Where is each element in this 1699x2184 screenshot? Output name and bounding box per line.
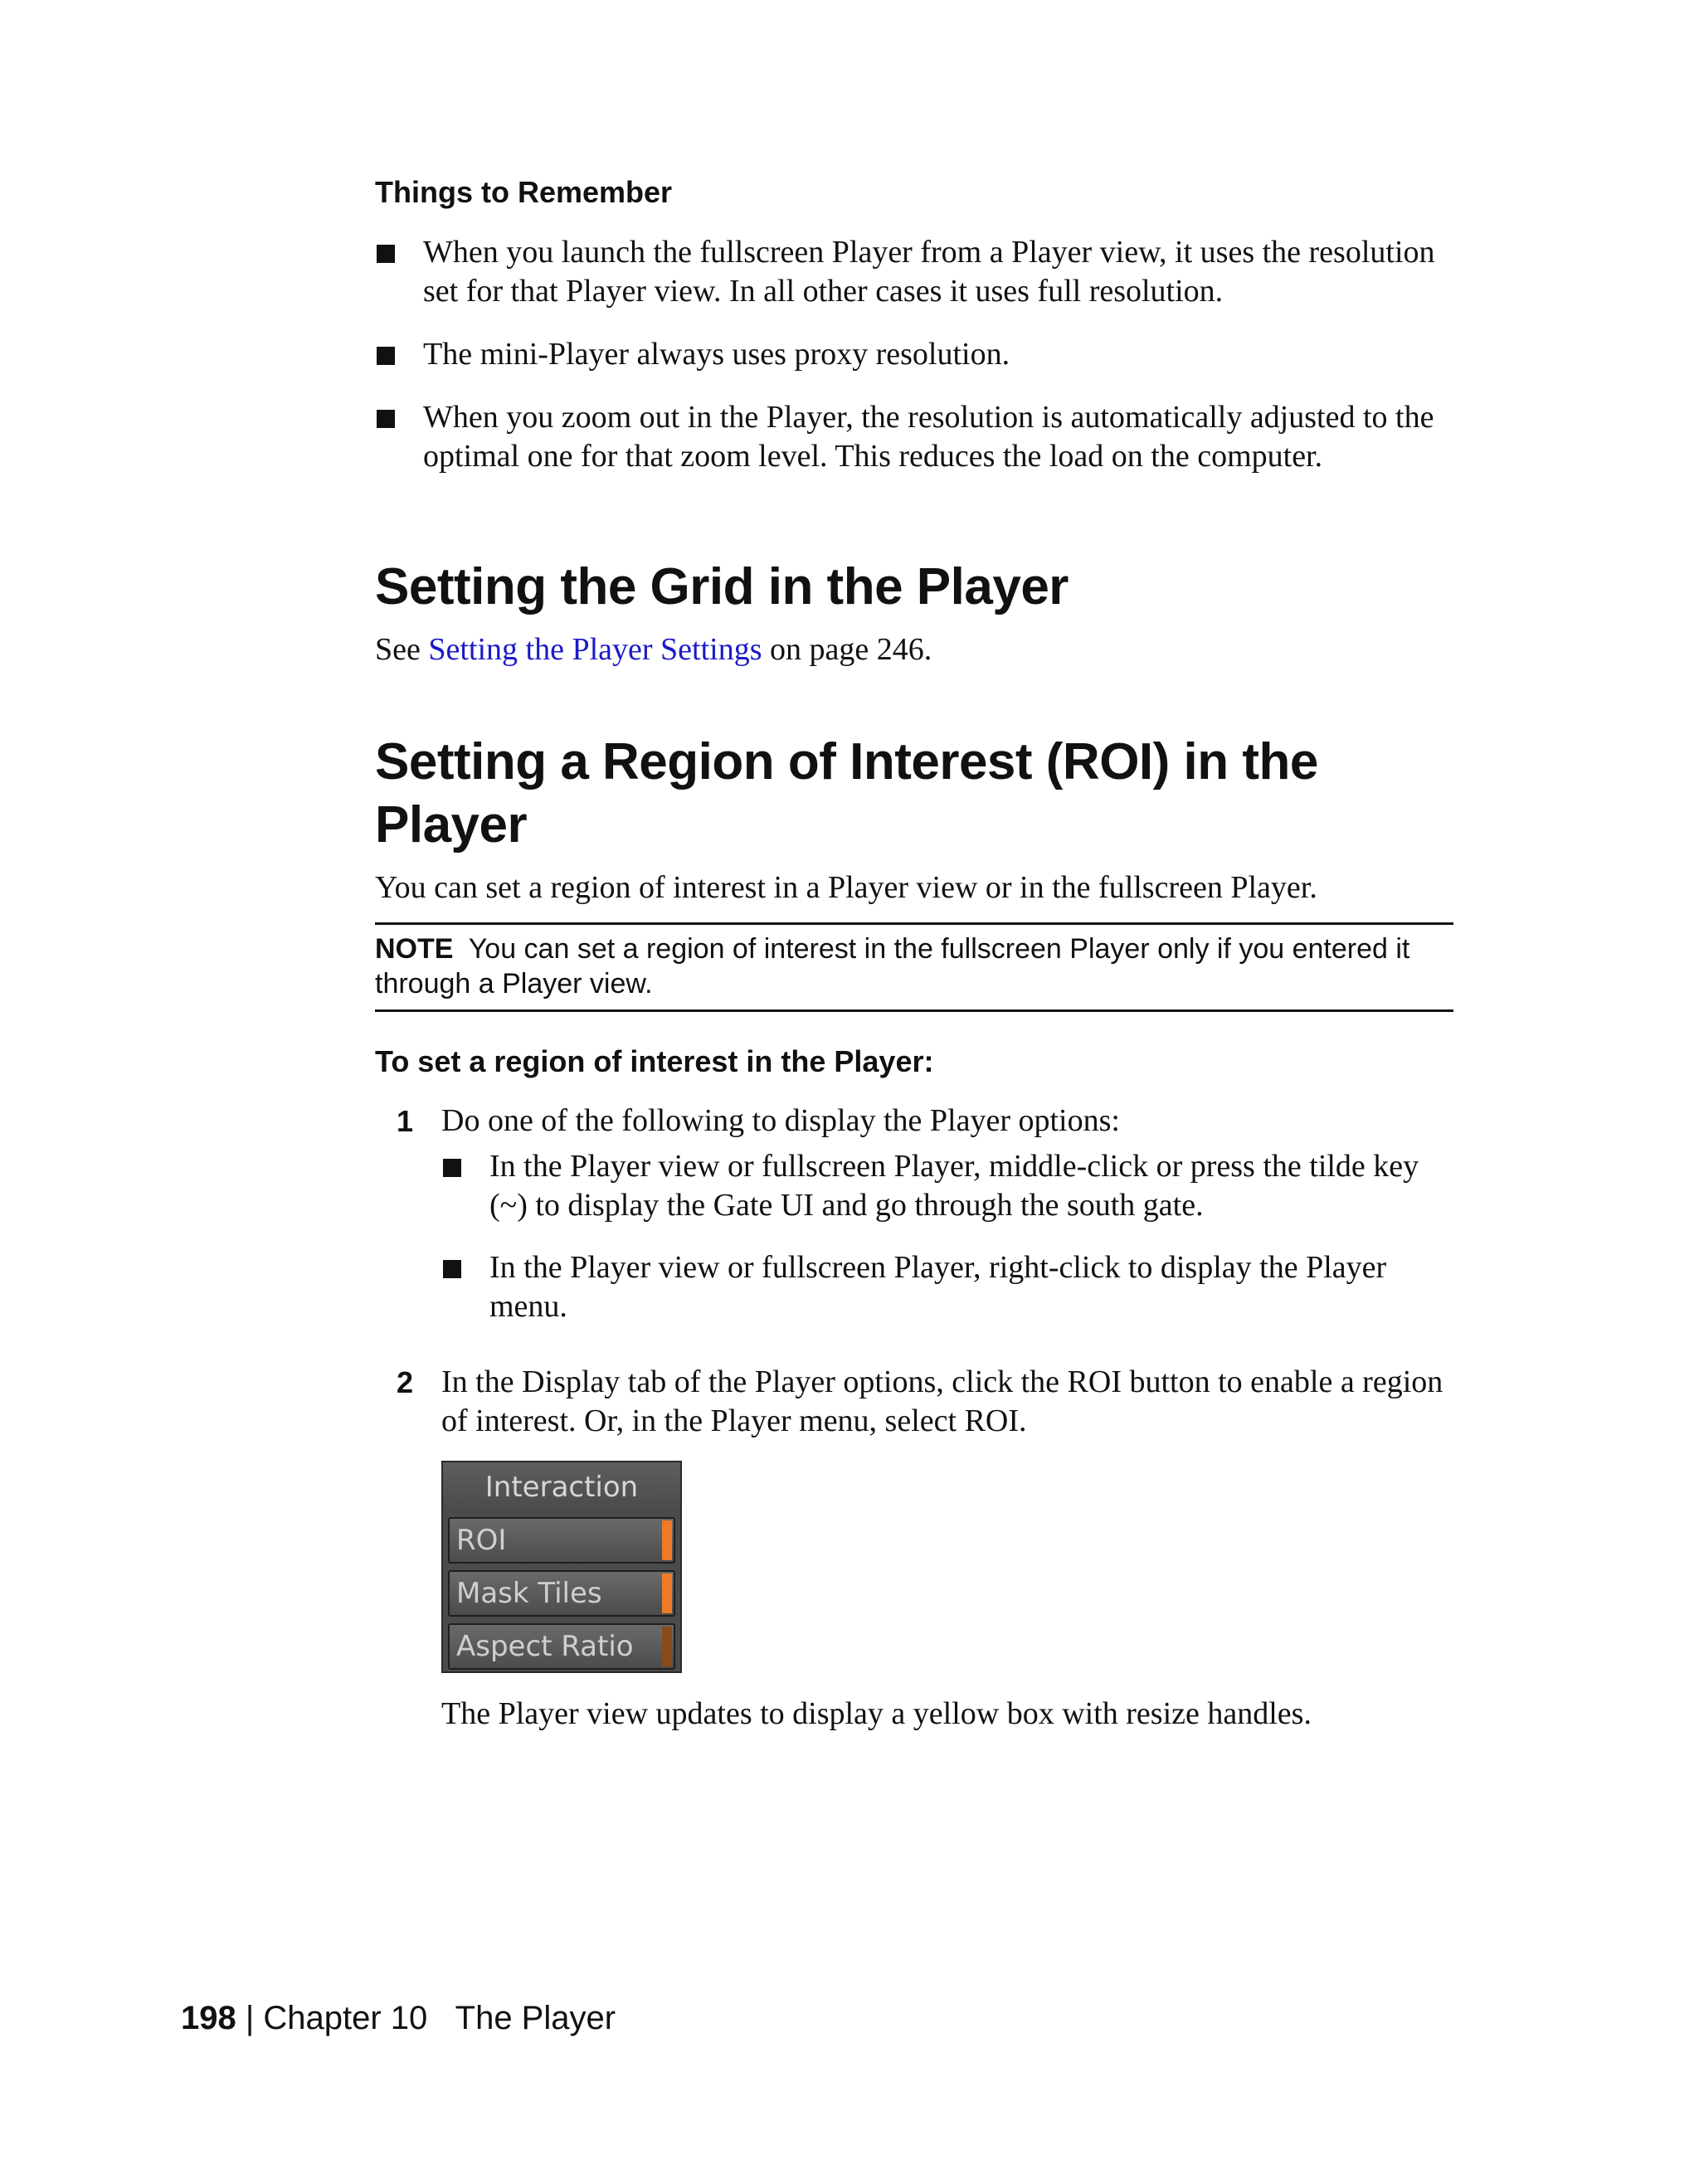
step-sub-list xyxy=(441,1147,1453,1326)
note-text: You can set a region of interest in the fullscreen Player only if you entered it through a Player view. xyxy=(375,933,1410,1000)
page-footer xyxy=(181,1997,616,2039)
note-box xyxy=(375,922,1453,1012)
procedure-heading: To set a region of interest in the Player: xyxy=(375,1044,934,1078)
bullet-square-icon xyxy=(377,245,395,263)
see-suffix: on page 246. xyxy=(762,632,932,667)
grid-section-see-text xyxy=(375,630,1453,669)
roi-section-heading: Setting a Region of Interest (ROI) in the Player xyxy=(375,733,1318,854)
roi-button[interactable] xyxy=(448,1517,675,1564)
list-item xyxy=(375,398,1453,476)
step-text: Do one of the following to display the Player options: xyxy=(441,1103,1120,1138)
bullet-square-icon xyxy=(377,347,395,365)
procedure-steps xyxy=(375,1102,1453,1734)
footer-separator: | xyxy=(236,2000,264,2036)
aspect-ratio-button[interactable] xyxy=(448,1623,675,1670)
step-number: 2 xyxy=(397,1365,414,1399)
bullet-square-icon xyxy=(377,410,395,428)
list-item xyxy=(375,233,1453,311)
step-result-text: The Player view updates to display a yellow box with resize handles. xyxy=(441,1696,1312,1731)
bullet-text: When you zoom out in the Player, the resolution is automatically adjusted to the optimal one for that zoom level. This reduces the load on the computer. xyxy=(423,400,1434,474)
step-item xyxy=(375,1102,1453,1326)
button-label: ROI xyxy=(456,1524,507,1557)
bullet-square-icon xyxy=(443,1260,461,1278)
toggle-indicator-icon xyxy=(662,1574,672,1613)
step-item xyxy=(375,1363,1453,1734)
button-label: Aspect Ratio xyxy=(456,1630,634,1663)
toggle-indicator-icon xyxy=(662,1520,672,1560)
bullet-text: The mini-Player always uses proxy resolution. xyxy=(423,337,1010,372)
see-prefix: See xyxy=(375,632,429,667)
page-content xyxy=(375,174,1453,1734)
step-number: 1 xyxy=(397,1104,414,1138)
bullet-text: In the Player view or fullscreen Player, middle-click or press the tilde key (~) to display the Gate UI and go through the south gate. xyxy=(489,1149,1419,1223)
interaction-panel-screenshot xyxy=(441,1461,682,1673)
grid-section-heading: Setting the Grid in the Player xyxy=(375,558,1069,615)
list-item xyxy=(441,1147,1453,1225)
bullet-square-icon xyxy=(443,1159,461,1177)
bullet-text: In the Player view or fullscreen Player, right-click to display the Player menu. xyxy=(489,1250,1387,1324)
list-item xyxy=(441,1248,1453,1326)
things-to-remember-heading: Things to Remember xyxy=(375,175,673,209)
panel-title: Interaction xyxy=(443,1462,680,1512)
chapter-title: The Player xyxy=(455,2000,616,2036)
toggle-indicator-icon xyxy=(662,1627,672,1666)
mask-tiles-button[interactable] xyxy=(448,1570,675,1617)
button-label: Mask Tiles xyxy=(456,1577,602,1610)
player-settings-link[interactable]: Setting the Player Settings xyxy=(428,632,762,667)
note-label: NOTE xyxy=(375,933,454,965)
page-number: 198 xyxy=(181,2000,236,2036)
list-item xyxy=(375,335,1453,374)
step-text: In the Display tab of the Player options, click the ROI button to enable a region of interest. Or, in the Player menu, select ROI. xyxy=(441,1364,1443,1438)
bullet-text: When you launch the fullscreen Player from a Player view, it uses the resolution set for that Player view. In all other cases it uses full resolution. xyxy=(423,235,1435,309)
things-to-remember-list xyxy=(375,233,1453,476)
chapter-label: Chapter 10 xyxy=(263,2000,428,2036)
roi-intro: You can set a region of interest in a Player view or in the fullscreen Player. xyxy=(375,870,1317,905)
